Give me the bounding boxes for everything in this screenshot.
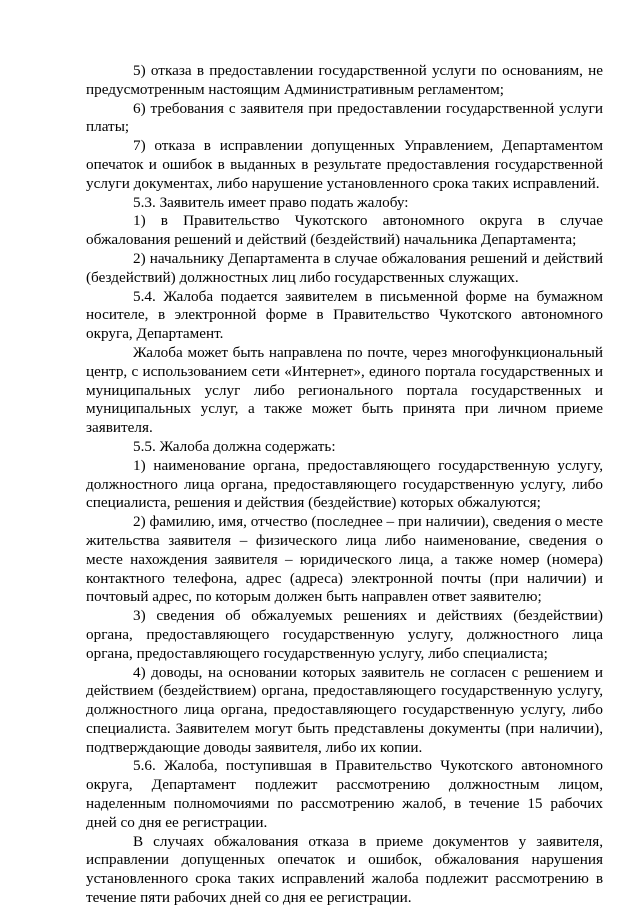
- paragraph-applicant-details: 2) фамилию, имя, отчество (последнее – при наличии), сведения о месте жительства заявителя – физического лица либо наименование, сведения о месте нахождения заявителя – юридического лица, а также номер (номера) контактного телефона, адрес (адреса) электронной почты (при наличии) и почтовый адрес, по которым должен быть направлен ответ заявителю;: [86, 513, 603, 606]
- section-5-4-paragraph: 5.4. Жалоба подается заявителем в письменной форме на бумажном носителе, в электронной форме в Правительство Чукотского автономного округа, Департамент.: [86, 287, 603, 343]
- section-5-3-heading: 5.3. Заявитель имеет право подать жалобу:: [133, 193, 409, 211]
- paragraph-government-complaint: 1) в Правительство Чукотского автономного округа в случае обжалования решений и действий (бездействий) начальника Департамента;: [86, 212, 603, 249]
- paragraph-organ-name: 1) наименование органа, предоставляющего государственную услугу, должностного лица органа, предоставляющего государственную услугу, либо специалиста, решения и действия (бездействие) которых обжалуются;: [86, 456, 603, 512]
- paragraph-arguments: 4) доводы, на основании которых заявитель не согласен с решением и действием (бездействием) органа, предоставляющего государственную услугу, должностного лица органа, предоставляющего государственную услугу, либо специалиста. Заявителем могут быть представлены документы (при наличии), подтверждающие доводы заявителя, либо их копии.: [86, 663, 603, 756]
- paragraph-correction-refusal: 7) отказа в исправлении допущенных Управлением, Департаментом опечаток и ошибок в выданных в результате предоставления государственной услуги документах, либо нарушение установленного срока таких исправлений.: [86, 137, 603, 192]
- paragraph-appealed-decisions: 3) сведения об обжалуемых решениях и действиях (бездействии) органа, предоставляющего государственную услугу, должностного лица органа, предоставляющего государственную услугу, либо специалиста;: [86, 607, 603, 662]
- paragraph-five-day-review: В случаях обжалования отказа в приеме документов у заявителя, исправлении допущенных опечаток и ошибок, обжалования нарушения установленного срока таких исправлений жалоба подлежит рассмотрению в течение пяти рабочих дней со дня ее регистрации.: [86, 832, 603, 907]
- section-5-6-paragraph: 5.6. Жалоба, поступившая в Правительство Чукотского автономного округа, Департамент подлежит рассмотрению должностным лицом, наделенным полномочиями по рассмотрению жалоб, в течение 15 рабочих дней со дня ее регистрации.: [86, 757, 603, 831]
- paragraph-submission-channels: Жалоба может быть направлена по почте, через многофункциональный центр, с использованием сети «Интернет», единого портала государственных и муниципальных услуг либо регионального портала государственных и муниципальных услуг, а также может быть принята при личном приеме заявителя.: [86, 343, 603, 437]
- paragraph-refusal-grounds: 5) отказа в предоставлении государственной услуги по основаниям, не предусмотренным настоящим Административным регламентом;: [86, 62, 603, 98]
- paragraph-fee-requirement: 6) требования с заявителя при предоставлении государственной услуги платы;: [86, 99, 603, 136]
- section-5-5-heading: 5.5. Жалоба должна содержать:: [133, 437, 336, 455]
- paragraph-department-head-complaint: 2) начальнику Департамента в случае обжалования решений и действий (бездействий) должностных лиц либо государственных служащих.: [86, 249, 603, 286]
